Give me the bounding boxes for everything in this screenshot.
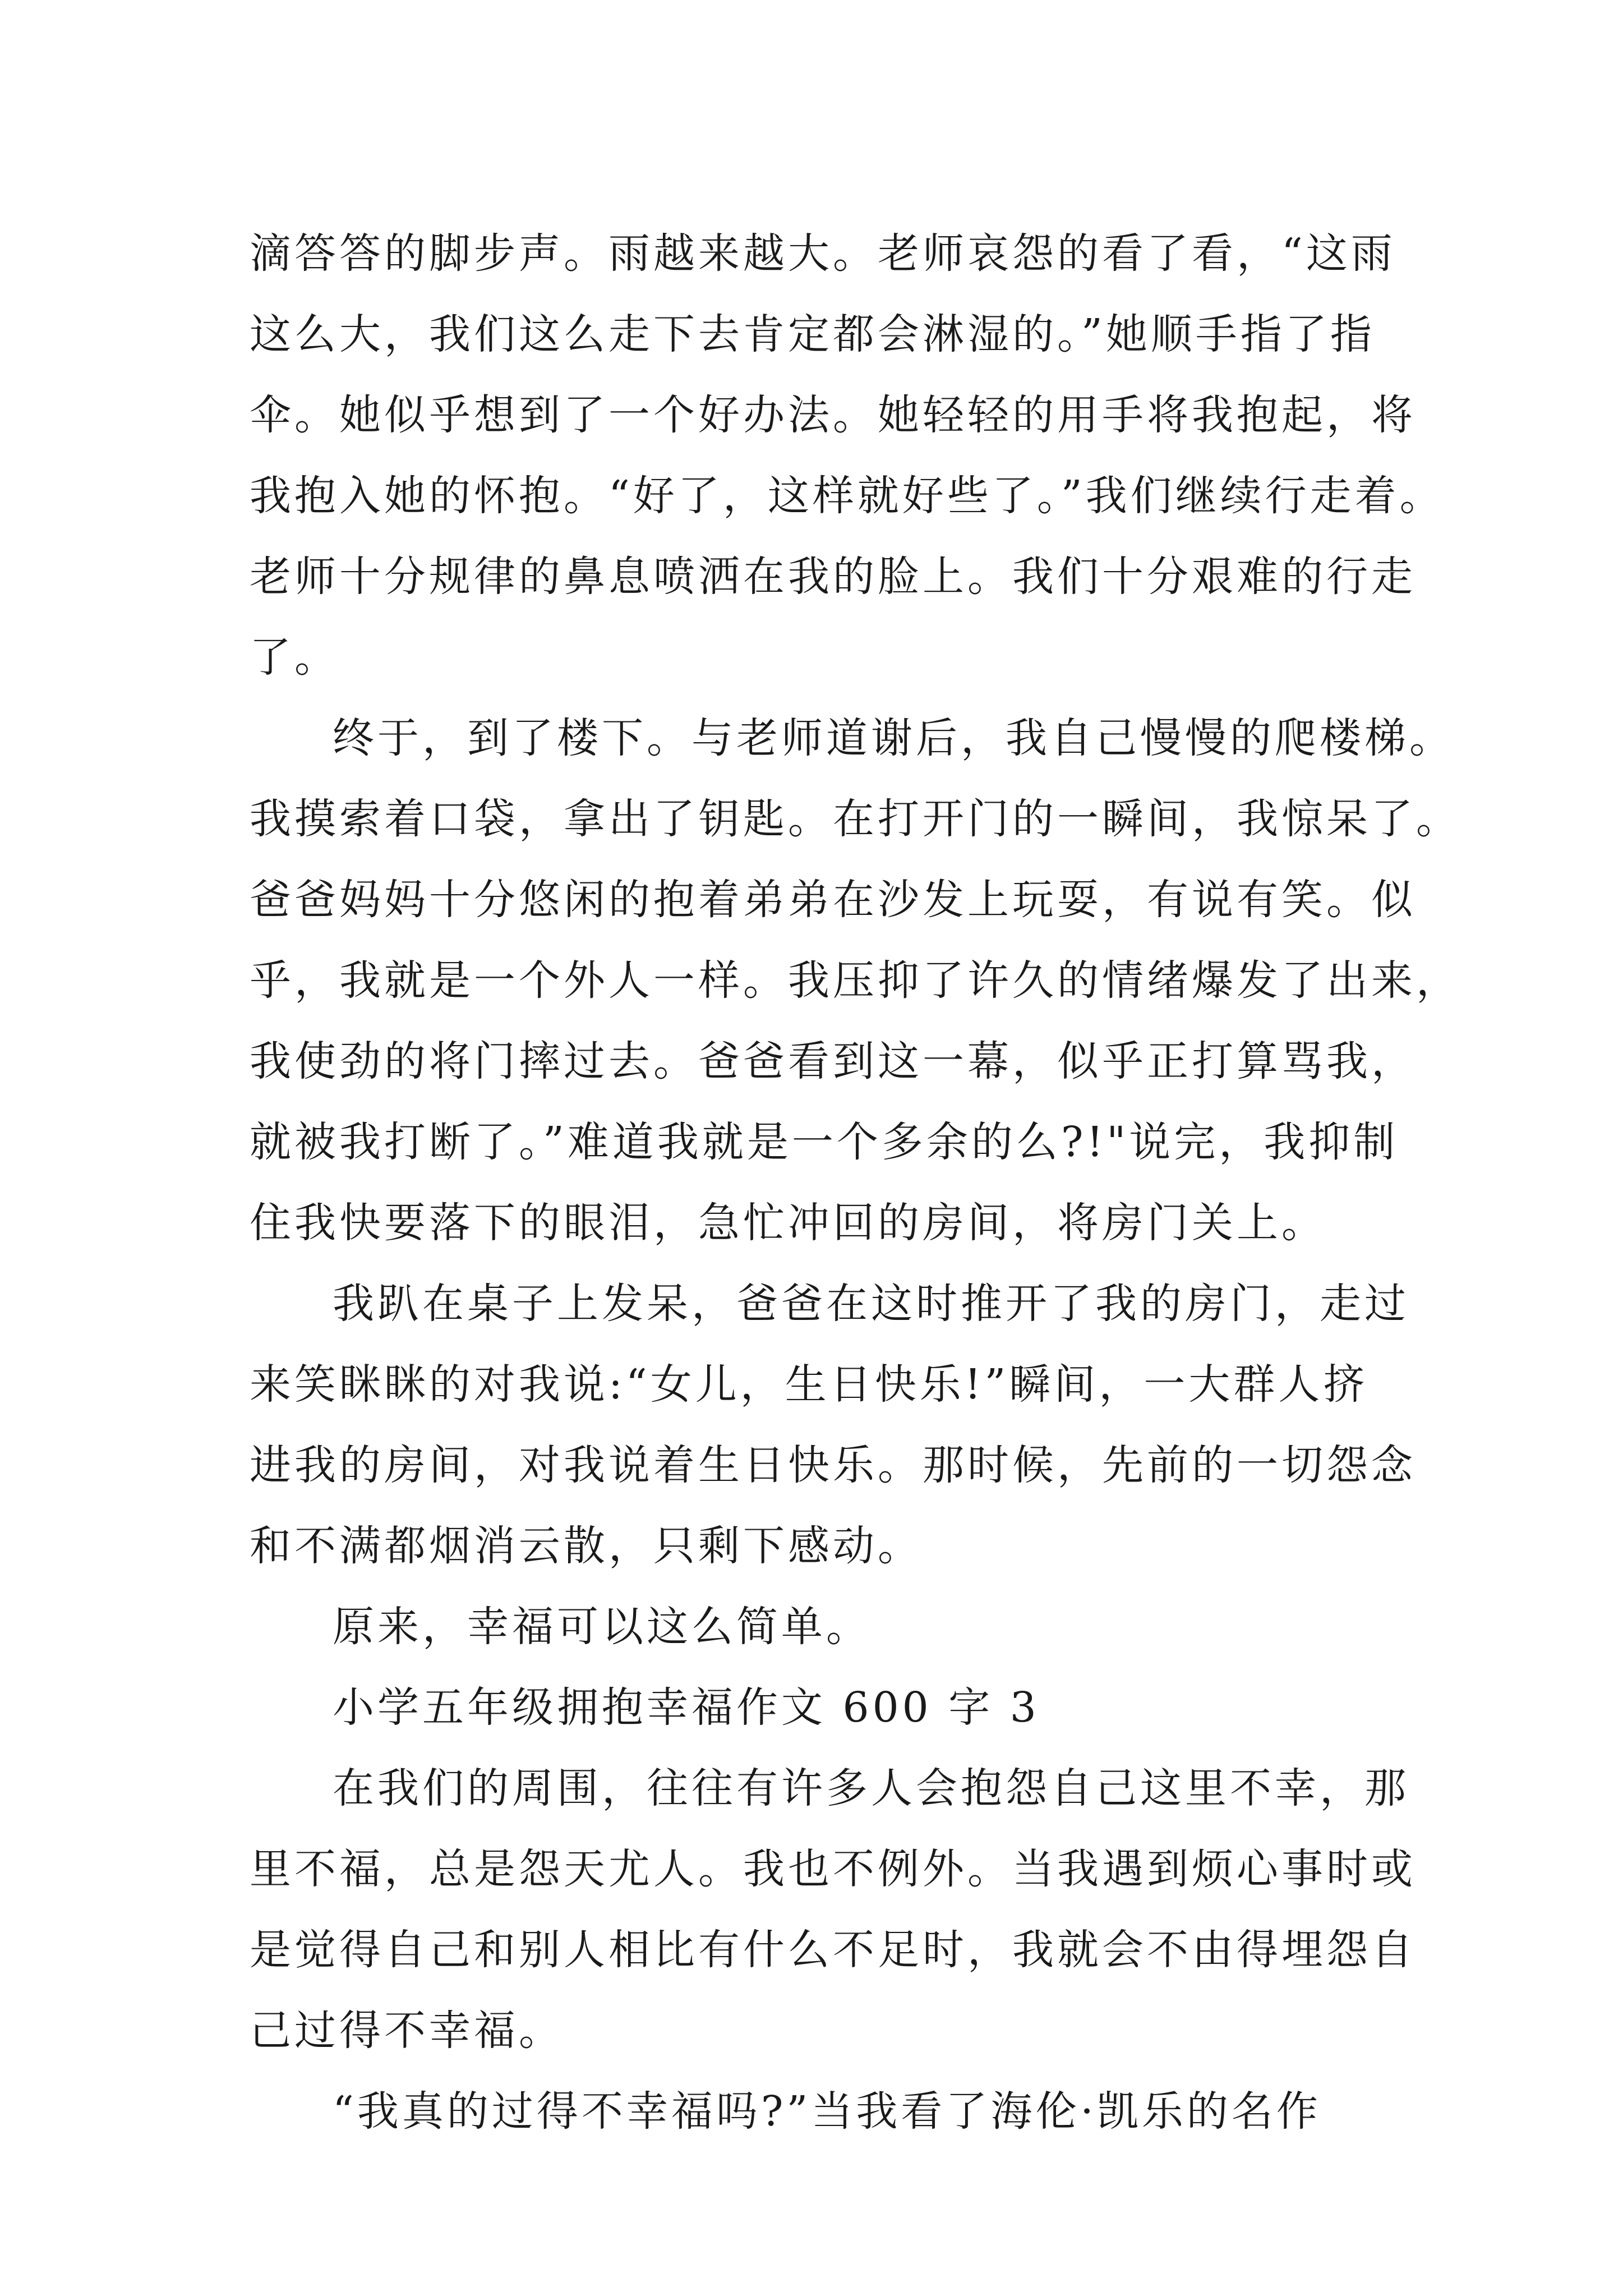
paragraph-start-line: 原来，幸福可以这么简单。: [333, 1603, 871, 1651]
text-line: 乎，我就是一个外人一样。我压抑了许久的情绪爆发了出来，: [250, 956, 1461, 1005]
text-line: 住我快要落下的眼泪，急忙冲回的房间，将房门关上。: [250, 1199, 1326, 1247]
text-line: 我抱入她的怀抱。“好了，这样就好些了。”我们继续行走着。: [250, 472, 1445, 520]
paragraph-start-line: 在我们的周围，往往有许多人会抱怨自己这里不幸，那: [333, 1764, 1409, 1812]
text-line: 了。: [250, 633, 339, 682]
text-line: 老师十分规律的鼻息喷洒在我的脸上。我们十分艰难的行走: [250, 553, 1416, 601]
section-heading: 小学五年级拥抱幸福作文 600 字 3: [333, 1683, 1040, 1732]
text-line: 爸爸妈妈十分悠闲的抱着弟弟在沙发上玩耍，有说有笑。似: [250, 876, 1416, 924]
text-line: 己过得不幸福。: [250, 2007, 564, 2055]
text-line: 进我的房间，对我说着生日快乐。那时候，先前的一切怨念: [250, 1441, 1416, 1489]
paragraph-start-line: 终于，到了楼下。与老师道谢后，我自己慢慢的爬楼梯。: [333, 714, 1454, 762]
text-line: 我使劲的将门摔过去。爸爸看到这一幕，似乎正打算骂我，: [250, 1037, 1416, 1085]
text-line: 里不福，总是怨天尤人。我也不例外。当我遇到烦心事时或: [250, 1845, 1416, 1893]
text-line: 就被我打断了。”难道我就是一个多余的么?!"说完，我抑制: [250, 1118, 1399, 1166]
text-line: 滴答答的脚步声。雨越来越大。老师哀怨的看了看，“这雨: [250, 229, 1396, 278]
text-line: 伞。她似乎想到了一个好办法。她轻轻的用手将我抱起，将: [250, 391, 1416, 439]
text-line: 我摸索着口袋，拿出了钥匙。在打开门的一瞬间，我惊呆了。: [250, 795, 1461, 843]
text-line: 是觉得自己和别人相比有什么不足时，我就会不由得埋怨自: [250, 1926, 1416, 1974]
text-line: 和不满都烟消云散，只剩下感动。: [250, 1522, 923, 1570]
paragraph-start-line: 我趴在桌子上发呆，爸爸在这时推开了我的房门，走过: [333, 1280, 1409, 1328]
text-line: 这么大，我们这么走下去肯定都会淋湿的。”她顺手指了指: [250, 310, 1375, 358]
text-line: 来笑眯眯的对我说:“女儿，生日快乐!”瞬间，一大群人挤: [250, 1360, 1368, 1409]
paragraph-start-line: “我真的过得不幸福吗?”当我看了海伦·凯乐的名作: [333, 2087, 1321, 2136]
document-body: [250, 213, 1461, 2152]
